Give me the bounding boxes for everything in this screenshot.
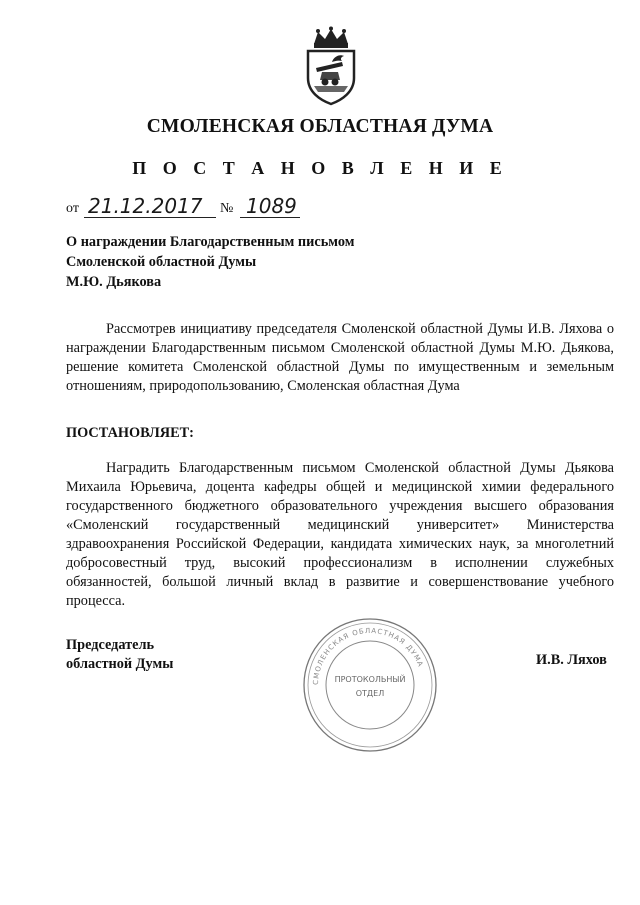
seal-center-line: ПРОТОКОЛЬНЫЙ [334,675,406,684]
from-label: от [66,201,79,216]
seal-ring-text: СМОЛЕНСКАЯ ОБЛАСТНАЯ ДУМА [311,626,425,686]
document-type-title: П О С Т А Н О В Л Е Н И Е [132,158,508,178]
handwritten-date: 21.12.2017 [88,194,203,218]
date-number-line [66,196,326,218]
official-seal-stamp [298,614,442,756]
signatory-title-line: областной Думы [66,656,174,672]
coat-of-arms-emblem [298,26,364,106]
subject-line: М.Ю. Дьякова [66,274,162,290]
handwritten-number: 1089 [246,194,297,218]
document-subject [66,232,354,292]
signatory-title [66,636,173,674]
decree-heading: ПОСТАНОВЛЯЕТ: [66,425,194,441]
signatory-title-line: Председатель [66,637,155,653]
number-label: № [220,201,234,216]
organization-title: СМОЛЕНСКАЯ ОБЛАСТНАЯ ДУМА [146,116,494,137]
preamble-paragraph: Рассмотрев инициативу председателя Смоленской областной Думы И.В. Ляхова о награждении Благодарственным письмом Смоленской областной Думы М.Ю. Дьякова, решение комитета Смоленской областной Думы по имущественным и земельным отношениям, природопользованию, Смоленская областная Дума [66,321,614,394]
signatory-name: И.В. Ляхов [536,652,607,668]
subject-line: Смоленской областной Думы [66,254,257,270]
seal-center-line: ОТДЕЛ [355,689,385,698]
decree-paragraph: Наградить Благодарственным письмом Смоленской областной Думы Дьякова Михаила Юрьевича, доцента кафедры общей и медицинской химии федерального государственного бюджетного образовательного учреждения высшего образования «Смоленский государственный медицинский университет» Министерства здравоохранения Российской Федерации, кандидата химических наук, за многолетний добросовестный труд, высокий профессионализм в исполнении служебных обязанностей, большой личный вклад в развитие и совершенствование учебного процесса. [66,460,614,609]
subject-line: О награждении Благодарственным письмом [66,234,355,250]
